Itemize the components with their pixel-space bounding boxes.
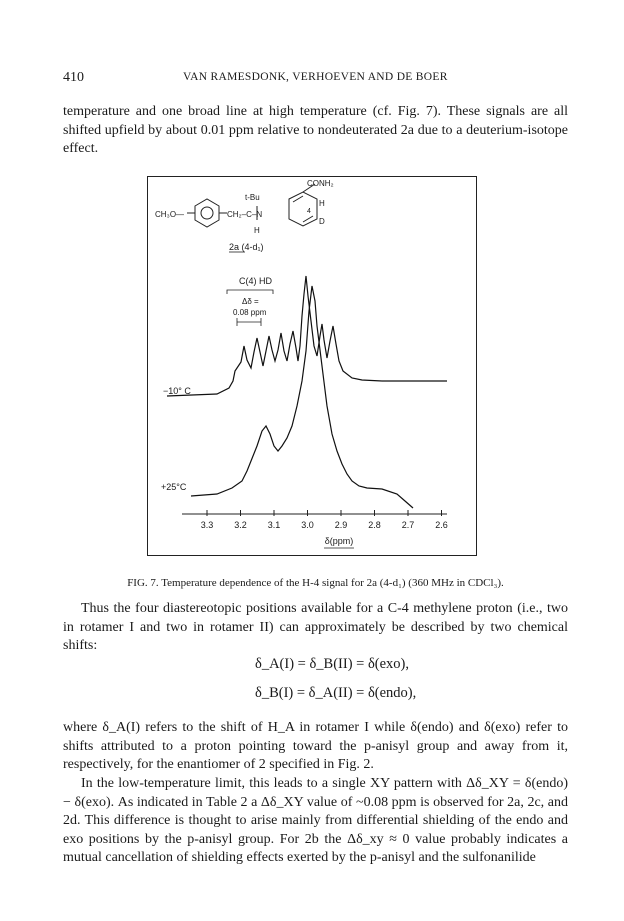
- temp-high-label: +25°C: [161, 482, 187, 492]
- conh2-label: CONH₂: [307, 179, 334, 188]
- structure-drawing: [187, 184, 317, 227]
- ch2-label: CH₂–C–N: [227, 210, 263, 219]
- page-header: [63, 70, 568, 90]
- x-axis-ticks: [201, 510, 448, 530]
- paragraph-diastereotopic: Thus the four diastereotopic positions available for a C-4 methylene proton (i.e., two in rotamer I and two in rotamer II) can approximately be described by two chemical shifts:: [63, 601, 568, 654]
- temp-low-label: −10° C: [163, 386, 191, 396]
- page-number: 410: [63, 70, 84, 85]
- ppm-label: 0.08 ppm: [233, 308, 267, 317]
- compound-label: 2a (4-d₁): [229, 242, 264, 252]
- x-tick-label: 2.8: [368, 520, 381, 530]
- x-axis-label: δ(ppm): [324, 536, 354, 546]
- figure-frame: [148, 177, 477, 556]
- h-right-label: H: [319, 199, 325, 208]
- anisyl-ring: [195, 199, 219, 227]
- delta-label: Δδ =: [242, 297, 259, 306]
- paragraph-low-temperature: In the low-temperature limit, this leads to a single XY pattern with Δδ_XY = δ(endo) − δ(exo). As indicated in Table 2 a Δδ_XY value of ~0.08 ppm is observed for 2a, 2c, and 2d. This difference is thought to arise mainly from differential shielding of the endo and exo positions by the p-anisyl group. For 2b the Δδ_xy ≈ 0 value probably indicates a mutual cancellation of shielding effects exerted by the p-anisyl and the sulfonanilide: [63, 776, 568, 866]
- figure-7: [147, 176, 477, 556]
- tbu-label: t-Bu: [245, 193, 260, 202]
- annotation-bracket: [227, 290, 273, 294]
- h-bottom-label: H: [254, 226, 260, 235]
- equation-exo: δ_A(I) = δ_B(II) = δ(exo),: [255, 656, 410, 672]
- equation-endo: δ_B(I) = δ_A(II) = δ(endo),: [255, 685, 417, 701]
- pos4-label: 4: [307, 208, 311, 215]
- x-tick-label: 2.9: [334, 520, 348, 530]
- paragraph-intro: temperature and one broad line at high temperature (cf. Fig. 7). These signals are all shifted upfield by about 0.01 ppm relative to nondeuterated 2a due to a deuterium-isotope effect.: [63, 104, 568, 157]
- figure-caption: FIG. 7. Temperature dependence of the H-4 signal for 2a (4-d₁) (360 MHz in CDCl₃).: [127, 577, 504, 589]
- pyridine-ring: [289, 192, 317, 226]
- paragraph-shift-definitions: where δ_A(I) refers to the shift of H_A in rotamer I while δ(endo) and δ(exo) refer to shifts attributed to a proton pointing toward the p-anisyl group and away from it, respectively, for the enantiomer of 2 specified in Fig. 2.: [63, 720, 568, 773]
- c4hd-label: C(4) HD: [239, 276, 272, 286]
- x-tick-label: 2.7: [401, 520, 415, 530]
- methoxy-label: CH₃O—: [155, 210, 185, 219]
- anisyl-ring-circle: [201, 207, 213, 219]
- x-tick-label: 3.3: [200, 520, 214, 530]
- d-right-label: D: [319, 217, 325, 226]
- x-tick-label: 3.1: [267, 520, 281, 530]
- x-tick-label: 3.0: [301, 520, 314, 530]
- x-tick-label: 3.2: [234, 520, 247, 530]
- x-tick-label: 2.6: [435, 520, 448, 530]
- running-head: VAN RAMESDONK, VERHOEVEN AND DE BOER: [183, 71, 448, 83]
